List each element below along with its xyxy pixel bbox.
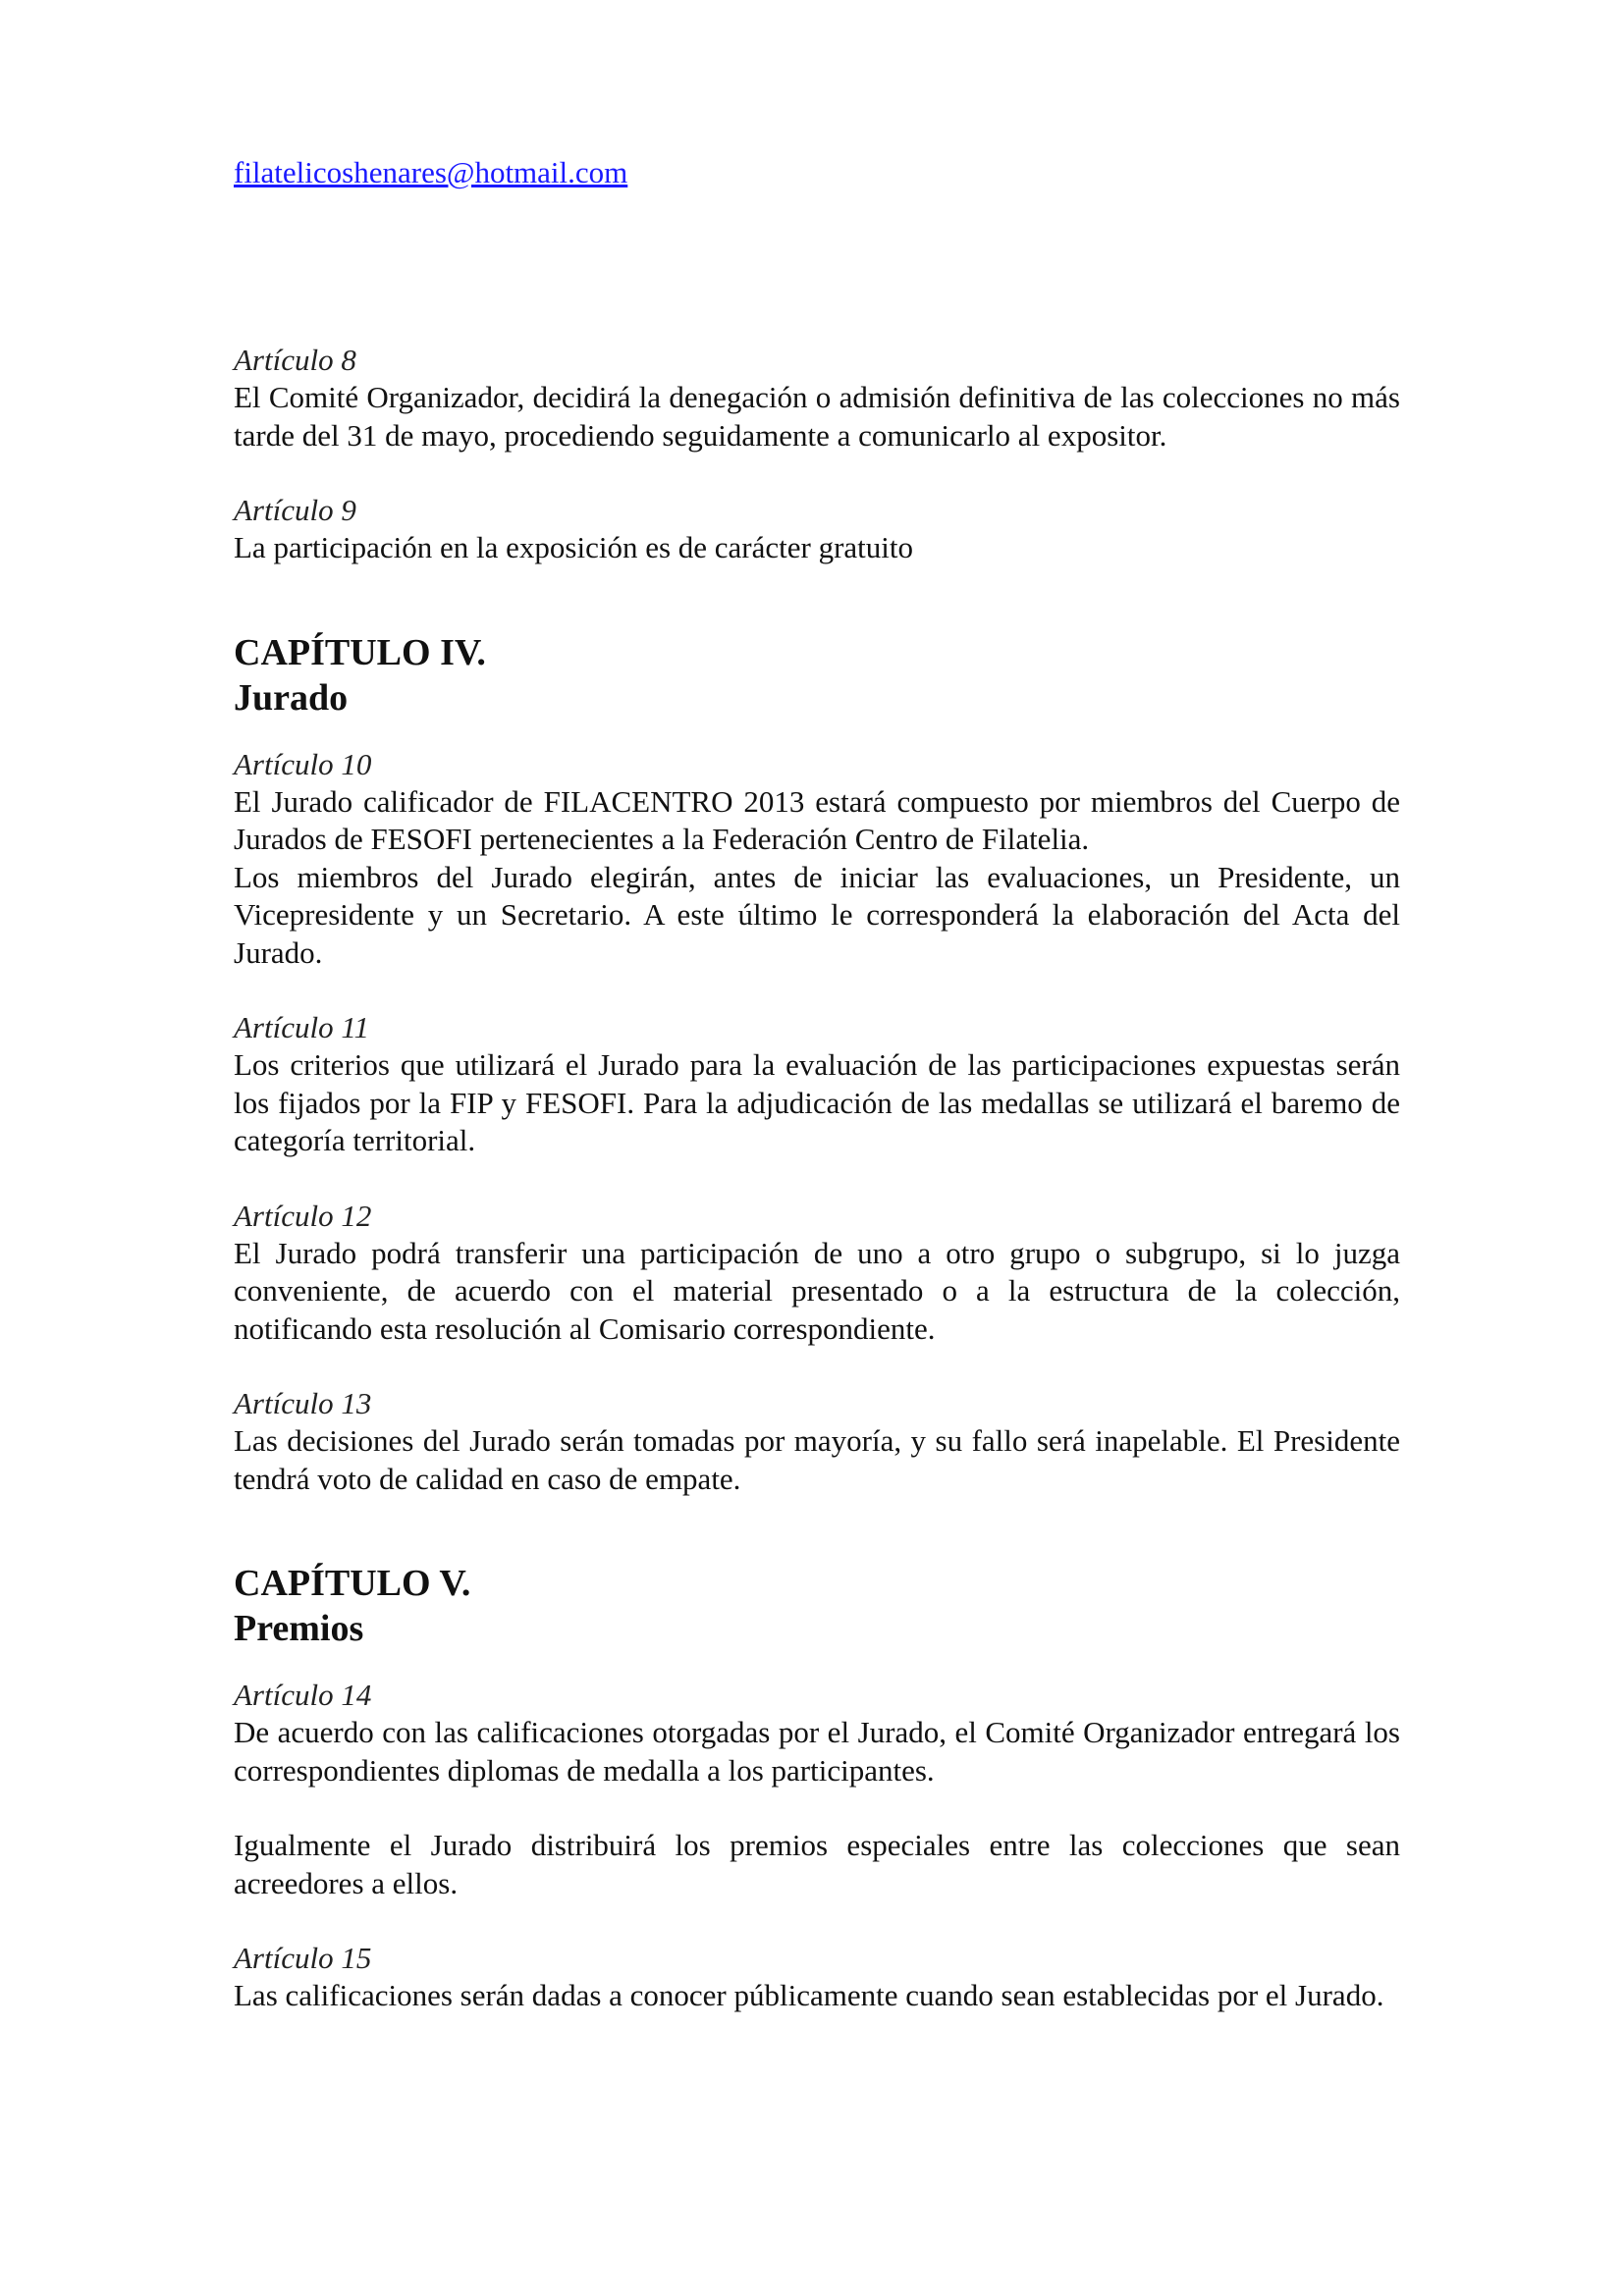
chapter-name: Premios bbox=[234, 1608, 364, 1649]
article-text: El Comité Organizador, decidirá la denegación o admisión definitiva de las colecciones no más tarde del 31 de mayo, procediendo seguidamente a comunicarlo al expositor. bbox=[234, 380, 1400, 453]
spacer bbox=[234, 1902, 1400, 1940]
article-title: Artículo 13 bbox=[234, 1386, 372, 1420]
article-13 bbox=[234, 1385, 1400, 1498]
article-text: Las calificaciones serán dadas a conocer públicamente cuando sean establecidas por el Jurado. bbox=[234, 1978, 1384, 2012]
spacer bbox=[234, 567, 1400, 630]
chapter-number: CAPÍTULO V. bbox=[234, 1563, 471, 1604]
article-10 bbox=[234, 746, 1400, 973]
article-12 bbox=[234, 1198, 1400, 1349]
article-title: Artículo 12 bbox=[234, 1198, 372, 1233]
spacer bbox=[234, 1498, 1400, 1561]
document-body bbox=[234, 342, 1400, 2015]
spacer bbox=[234, 1160, 1400, 1198]
article-text: El Jurado calificador de FILACENTRO 2013 estará compuesto por miembros del Cuerpo de Jurados de FESOFI pertenecientes a la Federación Centro de Filatelia. bbox=[234, 783, 1400, 856]
article-9 bbox=[234, 492, 1400, 567]
article-title: Artículo 11 bbox=[234, 1010, 370, 1044]
contact-email-link[interactable]: filatelicoshenares@hotmail.com bbox=[234, 155, 628, 189]
article-title: Artículo 8 bbox=[234, 343, 356, 377]
spacer bbox=[234, 1651, 1400, 1677]
chapter-name: Jurado bbox=[234, 676, 349, 719]
spacer bbox=[234, 721, 1400, 746]
article-14 bbox=[234, 1677, 1400, 1902]
article-text: De acuerdo con las calificaciones otorgadas por el Jurado, el Comité Organizador entregará los correspondientes diplomas de medalla a los participantes. bbox=[234, 1715, 1400, 1788]
article-text: Las decisiones del Jurado serán tomadas por mayoría, y su fallo será inapelable. El Presidente tendrá voto de calidad en caso de empate. bbox=[234, 1423, 1400, 1496]
chapter-5-heading bbox=[234, 1561, 1400, 1651]
article-text: Los miembros del Jurado elegirán, antes de iniciar las evaluaciones, un Presidente, un Vicepresidente y un Secretario. A este último le corresponderá la elaboración del Acta del Jurado. bbox=[234, 859, 1400, 970]
article-title: Artículo 15 bbox=[234, 1941, 372, 1975]
article-title: Artículo 14 bbox=[234, 1678, 372, 1712]
article-text: El Jurado podrá transferir una participación de uno a otro grupo o subgrupo, si lo juzga conveniente, de acuerdo con el material presentado o a la estructura de la colección, notificando esta resolución al Comisario correspondiente. bbox=[234, 1235, 1400, 1346]
article-11 bbox=[234, 1009, 1400, 1160]
article-title: Artículo 9 bbox=[234, 493, 356, 527]
article-text: Igualmente el Jurado distribuirá los premios especiales entre las colecciones que sean acreedores a ellos. bbox=[234, 1828, 1400, 1900]
spacer bbox=[234, 454, 1400, 492]
article-text: La participación en la exposición es de carácter gratuito bbox=[234, 530, 914, 564]
spacer bbox=[234, 1789, 1400, 1827]
article-title: Artículo 10 bbox=[234, 746, 372, 781]
article-text: Los criterios que utilizará el Jurado para la evaluación de las participaciones expuestas serán los fijados por la FIP y FESOFI. Para la adjudicación de las medallas se utilizará el baremo de categoría territorial. bbox=[234, 1047, 1400, 1157]
spacer bbox=[234, 972, 1400, 1009]
chapter-number: CAPÍTULO IV. bbox=[234, 631, 486, 673]
chapter-4-heading bbox=[234, 630, 1400, 721]
article-15 bbox=[234, 1940, 1400, 2015]
article-8 bbox=[234, 342, 1400, 454]
spacer bbox=[234, 1348, 1400, 1385]
